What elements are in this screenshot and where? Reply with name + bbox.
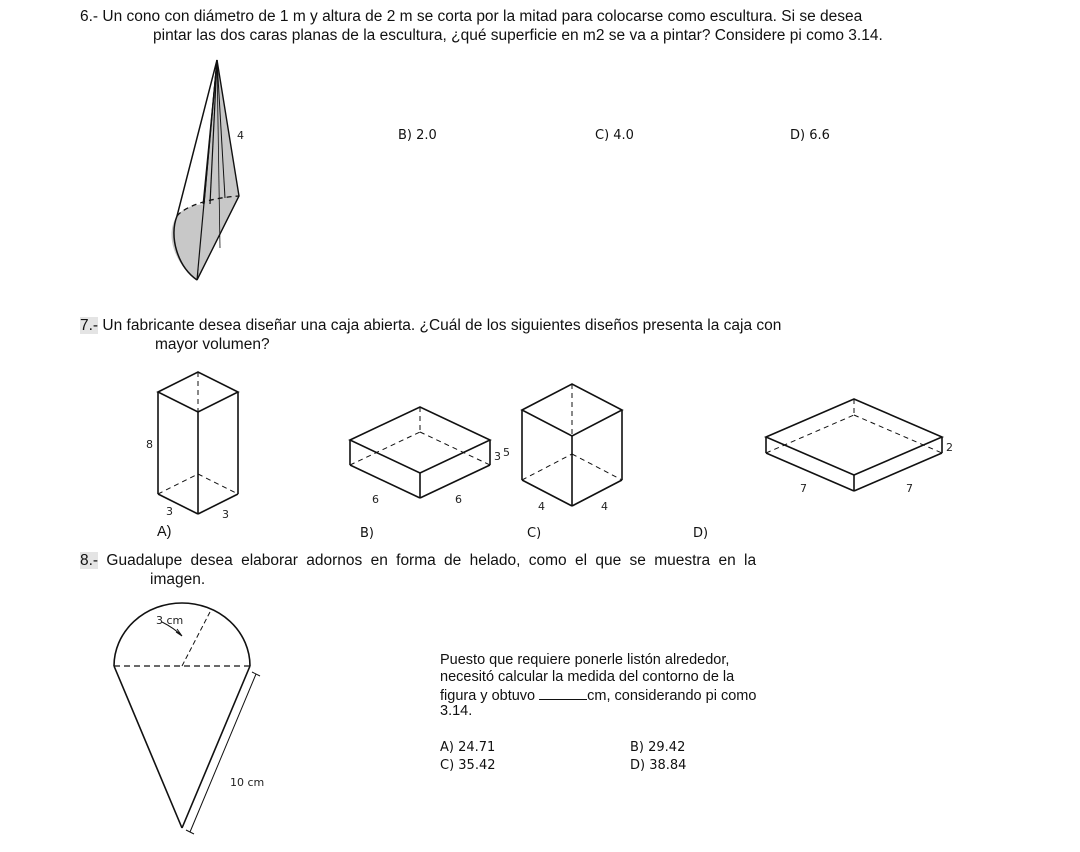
- q7-option-c[interactable]: C): [527, 526, 542, 541]
- q7-number: 7.-: [80, 317, 99, 334]
- box-d-base2-label: 7: [906, 482, 913, 495]
- q8-line1: Guadalupe desea elaborar adornos en forma de helado, como el que se muestra en la: [106, 552, 757, 569]
- box-d-height-label: 2: [946, 441, 953, 454]
- q6-number: 6.-: [80, 8, 99, 25]
- q7-line2: mayor volumen?: [155, 336, 270, 353]
- q8-option-b[interactable]: B) 29.42: [630, 740, 686, 755]
- q8-paragraph-line4: 3.14.: [440, 703, 473, 719]
- q6-option-d[interactable]: D) 6.6: [790, 128, 830, 143]
- box-a-figure: [140, 370, 250, 525]
- q8-line2: imagen.: [150, 571, 206, 588]
- q6-option-b[interactable]: B) 2.0: [398, 128, 437, 143]
- box-a-base2-label: 3: [222, 508, 229, 521]
- box-b-base2-label: 6: [455, 493, 462, 506]
- q8-option-d[interactable]: D) 38.84: [630, 758, 687, 773]
- box-b-figure: [345, 405, 505, 520]
- q8-paragraph-line3: [440, 686, 756, 705]
- q7-option-d[interactable]: D): [693, 526, 709, 541]
- box-c-base2-label: 4: [601, 500, 608, 513]
- q6-text-line1: [80, 7, 862, 26]
- q8-paragraph-line2: necesitó calcular la medida del contorno de la: [440, 669, 735, 685]
- q6-line1: Un cono con diámetro de 1 m y altura de 2 m se corta por la mitad para colocarse como escultura. Si se desea: [102, 8, 863, 25]
- side-label: 10 cm: [230, 776, 265, 789]
- box-a-base1-label: 3: [166, 505, 173, 518]
- answer-blank[interactable]: [539, 686, 587, 700]
- cone-height-label: 4: [237, 129, 244, 142]
- cut-face-shaded: [197, 60, 239, 280]
- half-cone-figure: [165, 58, 255, 288]
- box-d-figure: [762, 395, 962, 505]
- q7-text-line1: [80, 316, 781, 335]
- box-d-base1-label: 7: [800, 482, 807, 495]
- box-a-height-label: 8: [146, 438, 153, 451]
- q8-text-line1: [80, 551, 756, 570]
- q8-option-c[interactable]: C) 35.42: [440, 758, 496, 773]
- q8-option-a[interactable]: A) 24.71: [440, 740, 496, 755]
- ice-cream-figure: [110, 600, 310, 840]
- cone-right-side: [182, 666, 250, 828]
- dimension-line: [190, 674, 256, 832]
- radius-dashed: [182, 612, 210, 666]
- box-b-base1-label: 6: [372, 493, 379, 506]
- q8-line3-end: cm, considerando pi como: [587, 688, 757, 704]
- q8-number: 8.-: [80, 552, 99, 569]
- q8-line3-start: figura y obtuvo: [440, 688, 536, 704]
- q7-option-a[interactable]: A): [157, 524, 172, 540]
- box-c-figure: [503, 382, 630, 517]
- box-c-top: [522, 384, 622, 436]
- cone-left-side: [114, 666, 182, 828]
- radius-label: 3 cm: [156, 614, 184, 627]
- semicircle-top: [114, 603, 250, 666]
- box-b-height-label: 3: [494, 450, 501, 463]
- q6-option-c[interactable]: C) 4.0: [595, 128, 634, 143]
- q7-option-b[interactable]: B): [360, 526, 374, 541]
- q6-line2: pintar las dos caras planas de la escultura, ¿qué superficie en m2 se va a pintar? Considere pi como 3.14.: [153, 27, 883, 44]
- q8-paragraph-line1: Puesto que requiere ponerle listón alrededor,: [440, 652, 730, 668]
- box-c-height-label: 5: [503, 446, 510, 459]
- q7-line1: Un fabricante desea diseñar una caja abierta. ¿Cuál de los siguientes diseños presenta la caja con: [102, 317, 782, 334]
- box-c-base1-label: 4: [538, 500, 545, 513]
